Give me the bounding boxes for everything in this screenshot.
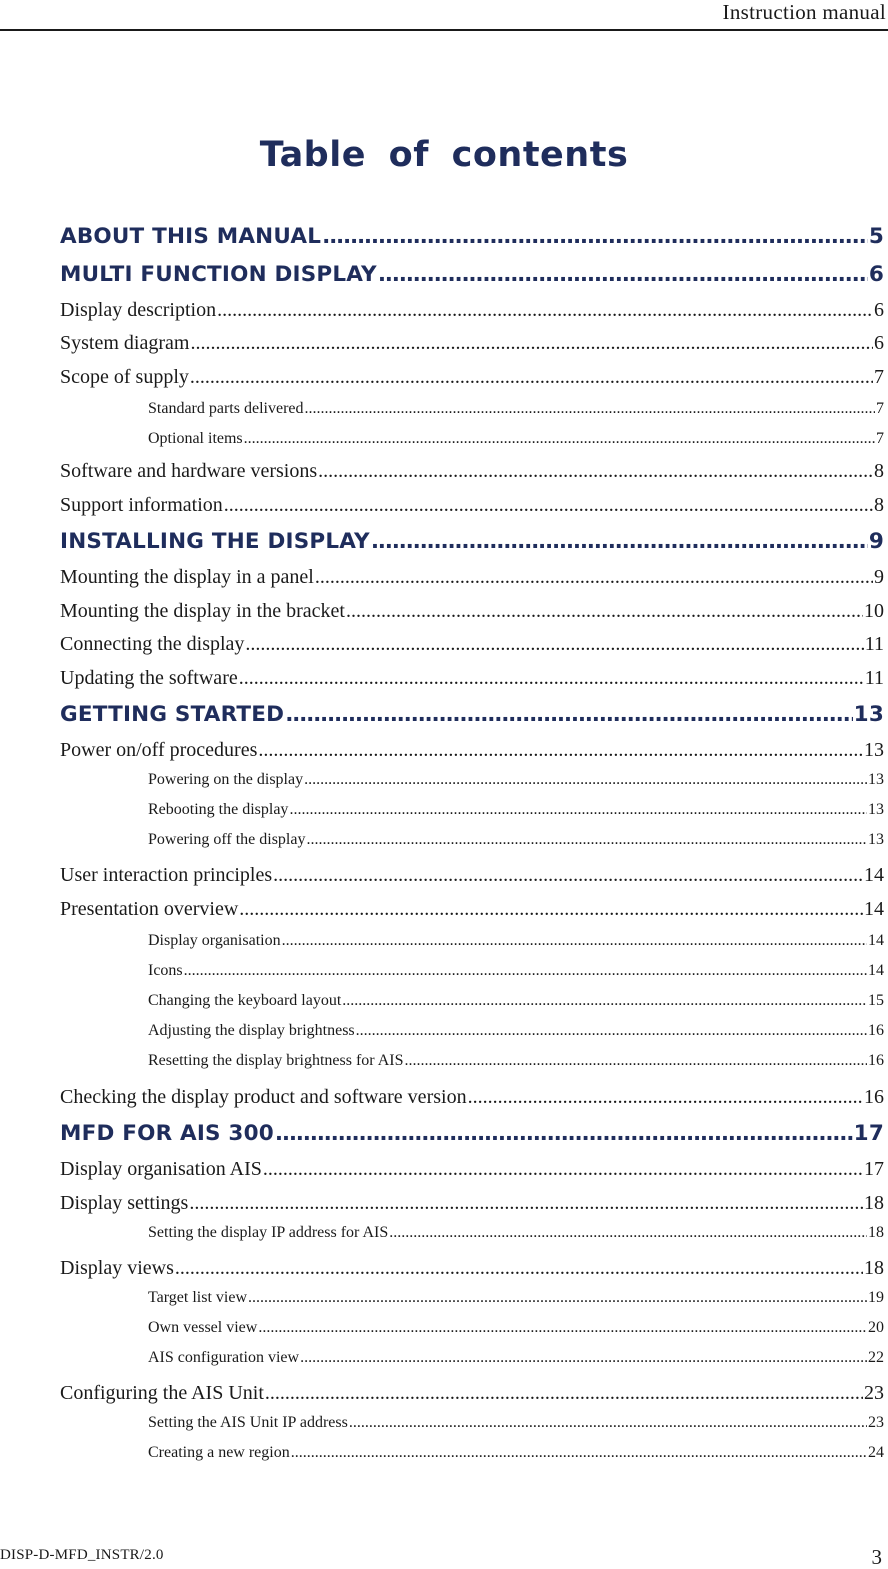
toc-entry-level2[interactable] (60, 363, 884, 391)
dot-leader (371, 527, 868, 557)
dot-leader (248, 1286, 867, 1310)
dot-leader (175, 1254, 863, 1282)
toc-entry-level2[interactable] (60, 296, 884, 324)
dot-leader (189, 1189, 863, 1217)
dot-leader (244, 427, 875, 451)
toc-entry-level3[interactable] (148, 1441, 884, 1465)
toc-entry-title: Setting the AIS Unit IP address (148, 1414, 348, 1431)
toc-entry-level3[interactable] (148, 1019, 884, 1043)
dot-leader (245, 630, 863, 658)
toc-entry-page: 7 (876, 430, 884, 447)
toc-entry-title: Configuring the AIS Unit (60, 1382, 264, 1404)
toc-entry-level2[interactable] (60, 664, 884, 692)
toc-entry-level2[interactable] (60, 630, 884, 658)
dot-leader (346, 597, 863, 625)
dot-leader (291, 1441, 867, 1465)
toc-entry-level1[interactable] (60, 1119, 884, 1149)
toc-entry-level1[interactable] (60, 260, 884, 290)
dot-leader (349, 1411, 867, 1435)
toc-entry-page: 22 (868, 1349, 884, 1366)
toc-entry-page: 6 (868, 262, 884, 287)
toc-entry-page: 9 (868, 529, 884, 554)
dot-leader (282, 929, 867, 953)
dot-leader (190, 329, 873, 357)
toc-entry-level3[interactable] (148, 1049, 884, 1073)
toc-entry-title: Optional items (148, 430, 243, 447)
dot-leader (389, 1221, 867, 1245)
toc-entry-page: 13 (853, 702, 884, 727)
toc-entry-page: 7 (874, 366, 884, 388)
toc-entry-level2[interactable] (60, 861, 884, 889)
dot-leader (263, 1155, 863, 1183)
dot-leader (184, 959, 867, 983)
toc-entry-level1[interactable] (60, 527, 884, 557)
toc-entry-title: Powering off the display (148, 831, 306, 848)
toc-entry-level2[interactable] (60, 457, 884, 485)
toc-entry-level3[interactable] (148, 1286, 884, 1310)
dot-leader (289, 798, 867, 822)
toc-entry-page: 5 (868, 224, 884, 249)
toc-entry-level2[interactable] (60, 1083, 884, 1111)
toc-entry-page: 9 (874, 566, 884, 588)
dot-leader (265, 1379, 863, 1407)
toc-entry-level3[interactable] (148, 828, 884, 852)
toc-entry-page: 17 (864, 1158, 884, 1180)
toc-entry-page: 17 (853, 1121, 884, 1146)
dot-leader (405, 1049, 867, 1073)
toc-entry-page: 13 (868, 771, 884, 788)
dot-leader (315, 563, 873, 591)
dot-leader (322, 222, 868, 252)
toc-entry-page: 20 (868, 1319, 884, 1336)
dot-leader (239, 664, 864, 692)
toc-entry-level2[interactable] (60, 1379, 884, 1407)
toc-entry-page: 10 (864, 600, 884, 622)
dot-leader (239, 895, 863, 923)
toc-entry-page: 14 (864, 864, 884, 886)
toc-entry-page: 24 (868, 1444, 884, 1461)
document-code: DISP-D-MFD_INSTR/2.0 (0, 1547, 164, 1563)
toc-entry-title: Display description (60, 299, 217, 321)
toc-entry-title: Display organisation AIS (60, 1158, 262, 1180)
toc-entry-page: 23 (868, 1414, 884, 1431)
toc-entry-page: 19 (868, 1289, 884, 1306)
toc-entry-page: 14 (868, 932, 884, 949)
toc-entry-title: ABOUT THIS MANUAL (60, 224, 322, 249)
toc-entry-title: Mounting the display in the bracket (60, 600, 345, 622)
toc-entry-title: Display views (60, 1257, 174, 1279)
toc-entry-title: Resetting the display brightness for AIS (148, 1052, 404, 1069)
toc-entry-page: 8 (874, 494, 884, 516)
toc-entry-title: Support information (60, 494, 223, 516)
toc-entry-level3[interactable] (148, 768, 884, 792)
dot-leader (304, 768, 867, 792)
toc-entry-level2[interactable] (60, 1254, 884, 1282)
toc-entry-page: 18 (868, 1224, 884, 1241)
toc-entry-level3[interactable] (148, 1346, 884, 1370)
toc-entry-title: INSTALLING THE DISPLAY (60, 529, 370, 554)
toc-entry-title: Changing the keyboard layout (148, 992, 342, 1009)
toc-entry-page: 14 (868, 962, 884, 979)
toc-entry-title: Icons (148, 962, 183, 979)
toc-entry-page: 11 (864, 667, 884, 689)
toc-entry-page: 6 (874, 299, 884, 321)
toc-entry-page: 23 (864, 1382, 884, 1404)
toc-entry-page: 7 (876, 400, 884, 417)
toc-entry-title: Target list view (148, 1289, 248, 1306)
toc-entry-title: Adjusting the display brightness (148, 1022, 355, 1039)
page-number: 3 (871, 1545, 882, 1569)
toc-entry-level2[interactable] (60, 1189, 884, 1217)
toc-entry-level1[interactable] (60, 222, 884, 252)
toc-entry-level2[interactable] (60, 597, 884, 625)
dot-leader (275, 1119, 853, 1149)
toc-entry-title: Updating the software (60, 667, 238, 689)
toc-entry-level2[interactable] (60, 895, 884, 923)
toc-entry-title: Display organisation (148, 932, 281, 949)
toc-entry-level2[interactable] (60, 563, 884, 591)
toc-entry-level3[interactable] (148, 989, 884, 1013)
toc-entry-level3[interactable] (148, 959, 884, 983)
toc-entry-title: Presentation overview (60, 898, 239, 920)
toc-entry-title: AIS configuration view (148, 1349, 300, 1366)
dot-leader (305, 397, 876, 421)
dot-leader (306, 828, 867, 852)
toc-entry-level2[interactable] (60, 736, 884, 764)
toc-entry-title: Standard parts delivered (148, 400, 304, 417)
toc-entry-level2[interactable] (60, 491, 884, 519)
dot-leader (318, 457, 873, 485)
toc-entry-page: 18 (864, 1257, 884, 1279)
dot-leader (378, 260, 868, 290)
dot-leader (356, 1019, 867, 1043)
toc-entry-level3[interactable] (148, 427, 884, 451)
toc-entry-page: 13 (864, 739, 884, 761)
toc-entry-title: Display settings (60, 1192, 189, 1214)
header-title: Instruction manual (722, 0, 886, 24)
toc-entry-title: Setting the display IP address for AIS (148, 1224, 389, 1241)
toc-entry-title: MULTI FUNCTION DISPLAY (60, 262, 377, 287)
toc-entry-page: 14 (864, 898, 884, 920)
dot-leader (258, 736, 863, 764)
toc-entry-page: 11 (864, 633, 884, 655)
toc-entry-title: Connecting the display (60, 633, 245, 655)
toc-entry-page: 8 (874, 460, 884, 482)
toc-entry-title: GETTING STARTED (60, 702, 285, 727)
toc-entry-level3[interactable] (148, 1221, 884, 1245)
toc-entry-level3[interactable] (148, 929, 884, 953)
toc-entry-level3[interactable] (148, 397, 884, 421)
dot-leader (190, 363, 873, 391)
toc-heading: Table of contents (259, 135, 629, 175)
toc-entry-title: System diagram (60, 332, 190, 354)
toc-entry-page: 16 (868, 1022, 884, 1039)
toc-entry-title: Checking the display product and software version (60, 1086, 467, 1108)
dot-leader (342, 989, 867, 1013)
toc-entry-level3[interactable] (148, 1411, 884, 1435)
toc-entry-title: User interaction principles (60, 864, 273, 886)
toc-entry-title: Rebooting the display (148, 801, 289, 818)
toc-entry-title: MFD FOR AIS 300 (60, 1121, 274, 1146)
toc-entry-page: 13 (868, 801, 884, 818)
dot-leader (285, 700, 852, 730)
toc-entry-title: Mounting the display in a panel (60, 566, 314, 588)
toc-entry-title: Powering on the display (148, 771, 304, 788)
toc-entry-title: Power on/off procedures (60, 739, 258, 761)
toc-entry-level3[interactable] (148, 1316, 884, 1340)
toc-entry-level3[interactable] (148, 798, 884, 822)
toc-entry-title: Creating a new region (148, 1444, 290, 1461)
toc-entry-page: 13 (868, 831, 884, 848)
toc-entry-page: 6 (874, 332, 884, 354)
toc-entry-page: 18 (864, 1192, 884, 1214)
toc-entry-title: Software and hardware versions (60, 460, 318, 482)
toc-entry-page: 15 (868, 992, 884, 1009)
toc-entry-title: Own vessel view (148, 1319, 258, 1336)
toc-entry-page: 16 (868, 1052, 884, 1069)
dot-leader (300, 1346, 867, 1370)
dot-leader (224, 491, 873, 519)
toc-entry-title: Scope of supply (60, 366, 189, 388)
toc-entry-level2[interactable] (60, 1155, 884, 1183)
dot-leader (217, 296, 873, 324)
dot-leader (468, 1083, 863, 1111)
dot-leader (258, 1316, 867, 1340)
toc-entry-level2[interactable] (60, 329, 884, 357)
toc-entry-level1[interactable] (60, 700, 884, 730)
toc-entry-page: 16 (864, 1086, 884, 1108)
dot-leader (273, 861, 863, 889)
